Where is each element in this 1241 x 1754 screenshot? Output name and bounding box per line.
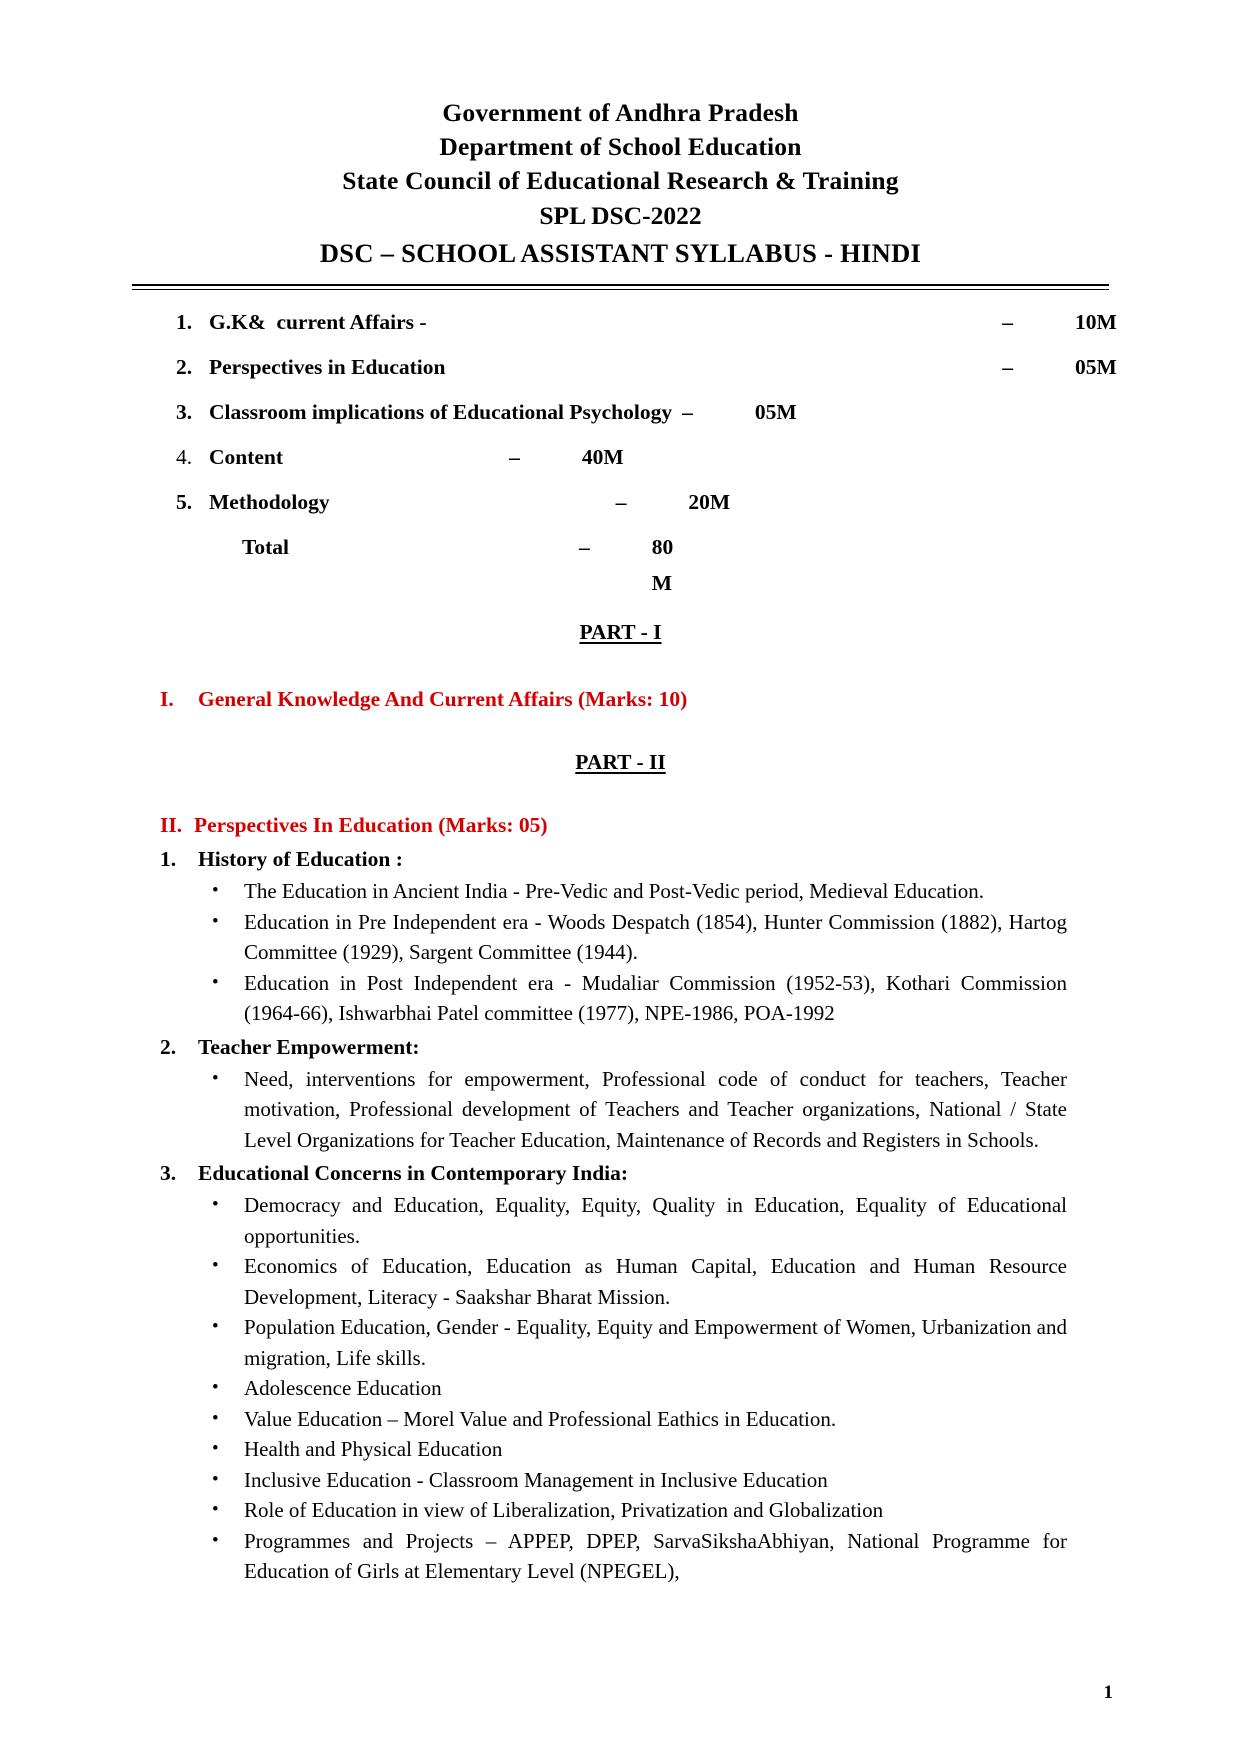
document-header <box>132 96 1109 272</box>
part-1-heading <box>132 615 1109 649</box>
subsection-title: History of Education : <box>198 847 403 871</box>
marks-row-index: 4. <box>176 445 193 469</box>
subsection-number: 2. <box>160 1034 177 1059</box>
marks-row-value: 40M <box>581 445 624 469</box>
marks-row-label: Perspectives in Education <box>209 355 446 379</box>
marks-row <box>132 349 1117 385</box>
marks-row-value: 20M <box>688 490 731 514</box>
marks-row-label: Content <box>209 445 284 469</box>
marks-row <box>132 304 1117 340</box>
list-item: • Inclusive Education - Classroom Management in Inclusive Education <box>132 1465 1109 1496</box>
marks-total-label: Total <box>242 535 289 559</box>
list-item: • Democracy and Education, Equality, Equity, Quality in Education, Equality of Educational opportunities. <box>132 1190 1109 1251</box>
marks-row-dash: – <box>682 400 693 424</box>
marks-row-label: Classroom implications of Educational Psychology <box>209 400 673 424</box>
header-line-department: Department of School Education <box>439 132 802 161</box>
list-item: • Value Education – Morel Value and Professional Eathics in Education. <box>132 1404 1109 1435</box>
list-item: • Programmes and Projects – APPEP, DPEP, SarvaSikshaAbhiyan, National Programme for Education of Girls at Elementary Level (NPEGEL), <box>132 1526 1109 1587</box>
part-2-heading <box>132 745 1109 779</box>
marks-row-dash: – <box>509 445 520 469</box>
list-item: • The Education in Ancient India - Pre-Vedic and Post-Vedic period, Medieval Education. <box>132 876 1109 907</box>
marks-row-value: 10M <box>1075 310 1117 334</box>
section-2-numeral: II. <box>160 813 183 837</box>
subsection-heading-educational-concerns <box>132 1157 1109 1190</box>
header-line-council: State Council of Educational Research & Training <box>342 166 899 195</box>
section-2-heading <box>132 809 1109 841</box>
marks-total-value: 80 M <box>651 535 674 595</box>
list-item: • Population Education, Gender - Equality, Equity and Empowerment of Women, Urbanization and migration, Life skills. <box>132 1312 1109 1373</box>
marks-row <box>132 484 1109 520</box>
list-item: • Adolescence Education <box>132 1373 1109 1404</box>
list-item: • Need, interventions for empowerment, Professional code of conduct for teachers, Teacher motivation, Professional development of Teachers and Teacher organizations, National / State Level Organizations for Teacher Education, Maintenance of Records and Registers in Schools. <box>132 1064 1109 1156</box>
marks-row <box>132 394 1109 430</box>
subsection-title: Teacher Empowerment: <box>198 1034 420 1059</box>
subsection-title: Educational Concerns in Contemporary India: <box>198 1161 629 1185</box>
bullet-list-teacher-empowerment <box>132 1064 1109 1156</box>
section-1-title: General Knowledge And Current Affairs (Marks: 10) <box>198 687 688 711</box>
bullet-list-history <box>132 876 1109 1029</box>
list-item: • Economics of Education, Education as Human Capital, Education and Human Resource Development, Literacy - Saakshar Bharat Mission. <box>132 1251 1109 1312</box>
list-item: • Education in Pre Independent era - Woods Despatch (1854), Hunter Commission (1882), Hartog Committee (1929), Sargent Committee (1944). <box>132 907 1109 968</box>
section-1-numeral: I. <box>160 687 174 711</box>
subsection-heading-teacher-empowerment <box>132 1031 1109 1064</box>
marks-summary-list <box>132 304 1117 520</box>
marks-row-label: Methodology <box>209 490 330 514</box>
section-1-heading <box>132 683 1109 715</box>
marks-row-dash: – <box>1002 310 1013 334</box>
header-line-spl-dsc: SPL DSC-2022 <box>539 201 702 230</box>
part-2-heading-text: PART - II <box>575 750 666 774</box>
marks-row-value: 05M <box>754 400 797 424</box>
marks-row-index: 1. <box>176 310 193 334</box>
marks-row <box>132 439 1109 475</box>
marks-row-label: G.K& current Affairs - <box>209 310 427 334</box>
marks-row-index: 2. <box>176 355 193 379</box>
part-1-heading-text: PART - I <box>579 620 662 644</box>
subsection-number: 1. <box>160 847 177 871</box>
list-item: • Role of Education in view of Liberalization, Privatization and Globalization <box>132 1495 1109 1526</box>
header-line-syllabus-title: DSC – SCHOOL ASSISTANT SYLLABUS - HINDI <box>319 238 922 268</box>
list-item: • Health and Physical Education <box>132 1434 1109 1465</box>
marks-row-index: 5. <box>176 490 193 514</box>
marks-row-dash: – <box>1002 355 1013 379</box>
section-2-title: Perspectives In Education (Marks: 05) <box>194 813 548 837</box>
marks-row-index: 3. <box>176 400 193 424</box>
bullet-list-educational-concerns <box>132 1190 1109 1587</box>
page-number: 1 <box>1103 1682 1113 1703</box>
header-line-government: Government of Andhra Pradesh <box>442 98 799 127</box>
marks-total-row <box>132 529 1109 601</box>
marks-row-value: 05M <box>1075 355 1117 379</box>
header-divider <box>132 284 1109 290</box>
list-item: • Education in Post Independent era - Mudaliar Commission (1952-53), Kothari Commission (1964-66), Ishwarbhai Patel committee (1977), NPE-1986, POA-1992 <box>132 968 1109 1029</box>
subsection-number: 3. <box>160 1161 177 1185</box>
subsection-heading-history <box>132 843 1109 876</box>
marks-row-dash: – <box>615 490 627 514</box>
marks-total-dash: – <box>579 535 590 559</box>
